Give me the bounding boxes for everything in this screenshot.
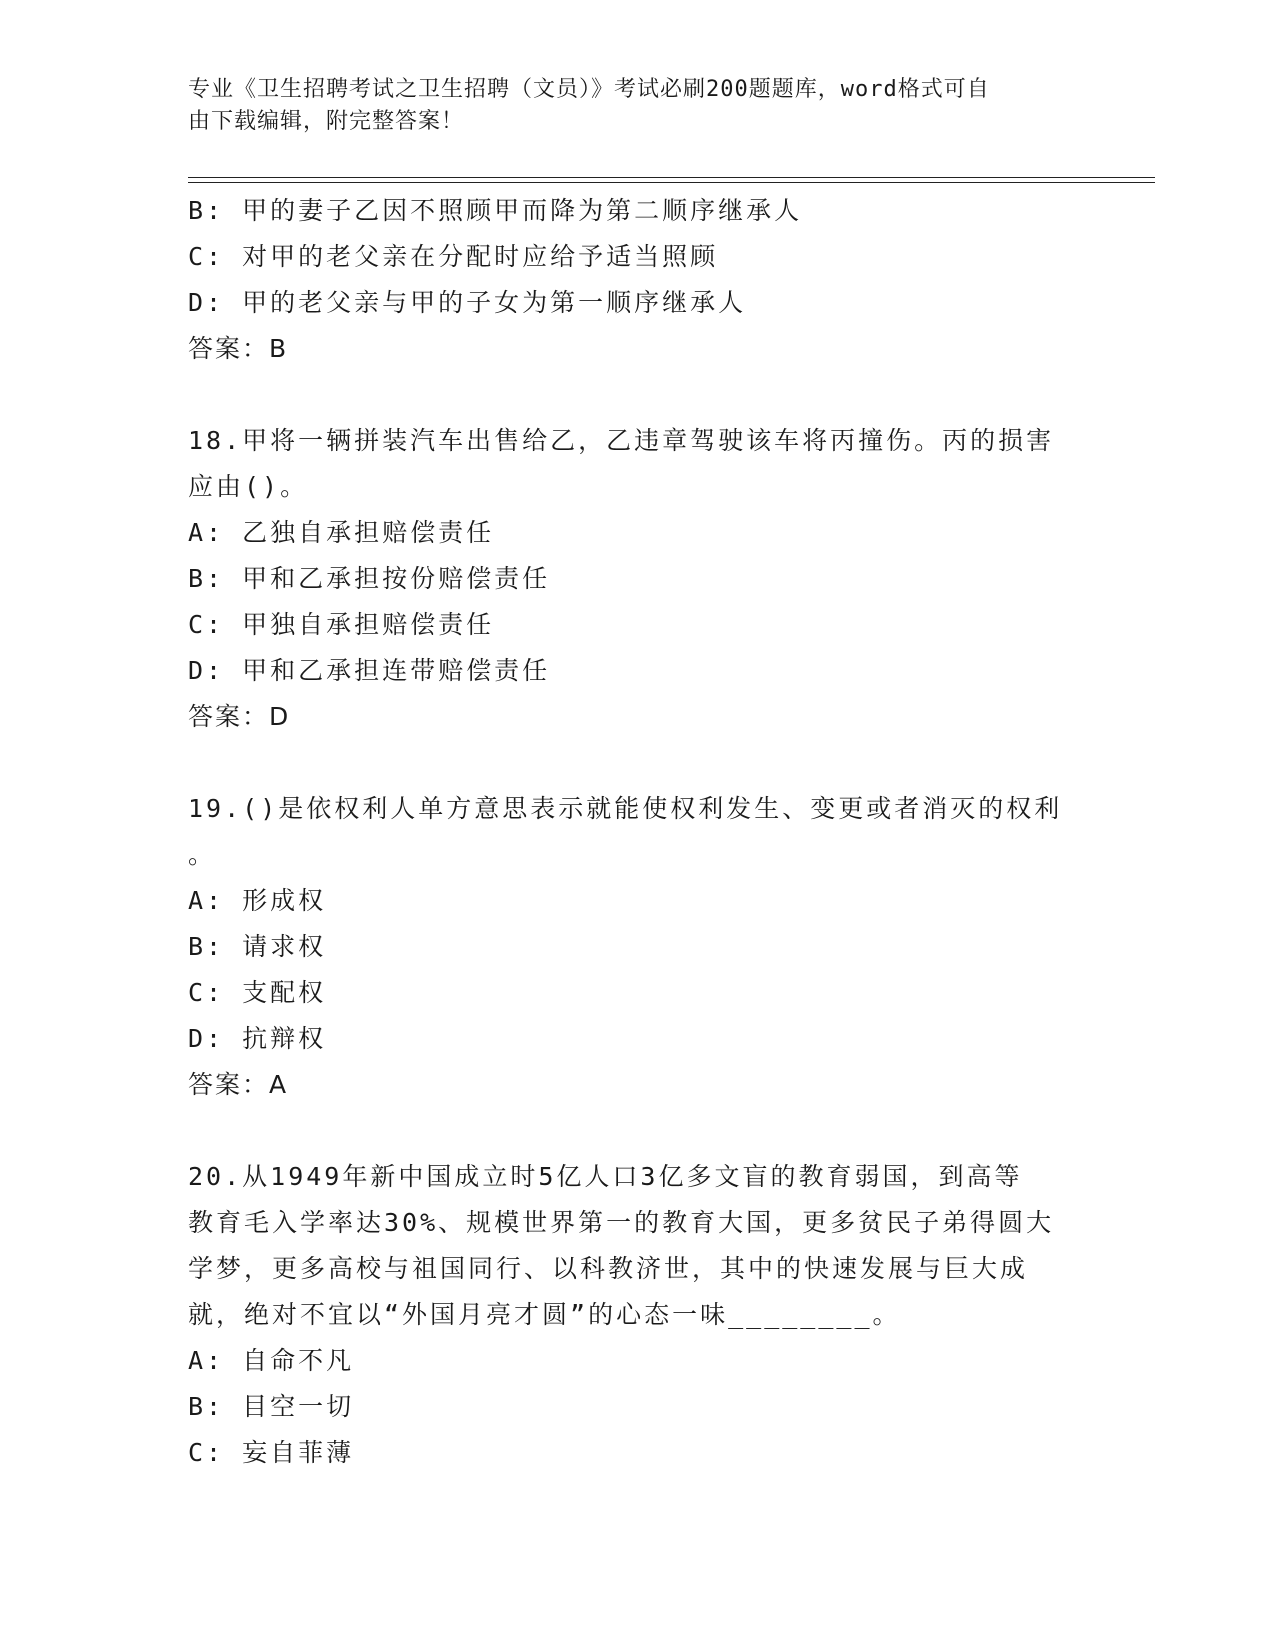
question-stem-line: 应由()。 xyxy=(188,472,309,501)
header-line-1: 专业《卫生招聘考试之卫生招聘（文员）》考试必刷200题题库，word格式可自 xyxy=(188,77,990,102)
option-b: B: 甲和乙承担按份赔偿责任 xyxy=(188,564,551,593)
answer: 答案：B xyxy=(188,334,289,363)
question-stem-line: 教育毛入学率达30%、规模世界第一的教育大国，更多贫民子弟得圆大 xyxy=(188,1208,1055,1237)
document-header xyxy=(188,74,1068,138)
question-stem-line: 。 xyxy=(188,840,217,869)
answer: 答案：D xyxy=(188,702,291,731)
question-19 xyxy=(188,786,1088,1108)
option-c: C: 妄自菲薄 xyxy=(188,1438,355,1467)
option-a: A: 乙独自承担赔偿责任 xyxy=(188,518,495,547)
header-line-2: 由下载编辑，附完整答案！ xyxy=(188,109,465,134)
spacer xyxy=(188,1108,1088,1154)
option-b: B: 甲的妻子乙因不照顾甲而降为第二顺序继承人 xyxy=(188,196,803,225)
option-b: B: 请求权 xyxy=(188,932,327,961)
spacer xyxy=(188,372,1088,418)
question-stem-line: 18.甲将一辆拼装汽车出售给乙，乙违章驾驶该车将丙撞伤。丙的损害 xyxy=(188,426,1055,455)
header-divider-bottom xyxy=(188,182,1155,183)
question-stem-line: 学梦，更多高校与祖国同行、以科教济世，其中的快速发展与巨大成 xyxy=(188,1254,1029,1283)
option-d: D: 甲的老父亲与甲的子女为第一顺序继承人 xyxy=(188,288,747,317)
question-20 xyxy=(188,1154,1088,1476)
option-c: C: 对甲的老父亲在分配时应给予适当照顾 xyxy=(188,242,719,271)
question-stem-line: 19.()是依权利人单方意思表示就能使权利发生、变更或者消灭的权利 xyxy=(188,794,1063,823)
question-stem-line: 20.从1949年新中国成立时5亿人口3亿多文盲的教育弱国，到高等 xyxy=(188,1162,1023,1191)
question-17 xyxy=(188,188,1088,372)
question-stem-line: 就，绝对不宜以“外国月亮才圆”的心态一味________。 xyxy=(188,1300,901,1329)
option-d: D: 抗辩权 xyxy=(188,1024,327,1053)
option-c: C: 甲独自承担赔偿责任 xyxy=(188,610,495,639)
option-a: A: 自命不凡 xyxy=(188,1346,355,1375)
option-d: D: 甲和乙承担连带赔偿责任 xyxy=(188,656,551,685)
option-b: B: 目空一切 xyxy=(188,1392,355,1421)
question-18 xyxy=(188,418,1088,740)
document-body xyxy=(188,188,1088,1476)
header-divider-top xyxy=(188,177,1155,178)
spacer xyxy=(188,740,1088,786)
answer: 答案：A xyxy=(188,1070,289,1099)
option-a: A: 形成权 xyxy=(188,886,327,915)
option-c: C: 支配权 xyxy=(188,978,327,1007)
